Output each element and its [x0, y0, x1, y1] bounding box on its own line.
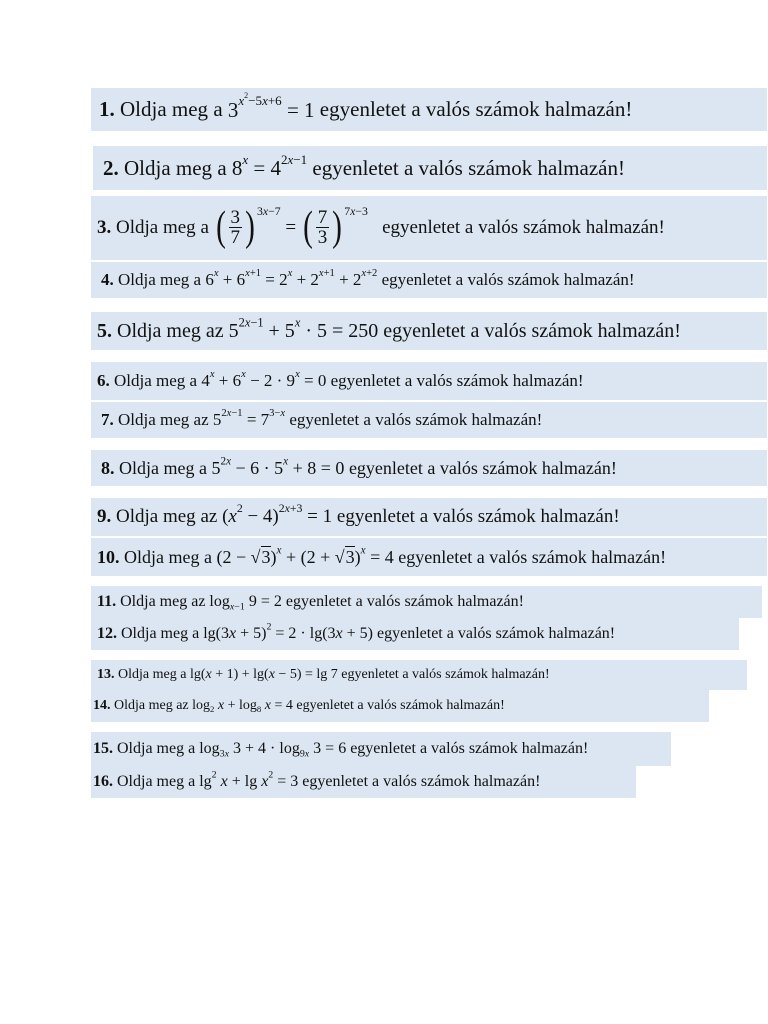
equation: $4^x + 6^x - 2 \cdot 9^x = 0$ [201, 369, 327, 390]
equation: $(2 - √3)^x + (2 + √3)^x = 4$ [216, 544, 394, 567]
problem-13: 13. Oldja meg a lg(x + 1) + lg(x − 5) = lg 7 egyenletet a valós számok halmazán! [91, 660, 747, 690]
problem-prefix: Oldja meg [119, 457, 195, 478]
problem-prefix: Oldja meg [118, 410, 190, 429]
problem-suffix: egyenletet a valós számok halmazán! [302, 773, 541, 790]
equation: $(x^2 - 4)^{2x+3} = 1$ [222, 502, 333, 527]
equation: $\lg(3x + 5)^2 = 2 \cdot \lg(3x + 5)$ [203, 621, 373, 642]
problem-prefix: Oldja meg [116, 506, 196, 527]
equation: $5^{2x} - 6 \cdot 5^x + 8 = 0$ [211, 455, 345, 478]
equation: $\lg^2 x + \lg x^2 = 3$ [199, 769, 299, 790]
problem-suffix: egyenletet a valós számok halmazán! [289, 410, 543, 429]
equation: $5^{2x-1} = 7^{3-x}$ [212, 408, 286, 429]
problem-number: 3. [97, 217, 112, 238]
problem-4: 4. Oldja meg a $6^x + 6^{x+1} = 2^x + 2^{x+1} + 2^{x+2}$ egyenletet a valós számok halmazán! [91, 262, 767, 298]
problem-number: 5. [97, 319, 112, 342]
problem-suffix: egyenletet a valós számok halmazán! [336, 506, 620, 527]
problem-6: 6. Oldja meg a $4^x + 6^x - 2 \cdot 9^x = 0$ egyenletet a valós számok halmazán! [91, 362, 767, 400]
problem-number: 6. [97, 371, 110, 390]
problem-suffix: egyenletet a valós számok halmazán! [319, 97, 633, 121]
equation: $3^{x^2-5x+6} = 1$ [227, 91, 315, 122]
problem-prefix: Oldja meg [114, 698, 173, 713]
problem-prefix: Oldja meg [118, 667, 177, 682]
problem-14: 14. Oldja meg az $\log_2 x + \log_8 x = 4$ egyenletet a valós számok halmazán! [91, 690, 709, 722]
problem-number: 1. [99, 97, 115, 121]
problem-3: 3. Oldja meg a ( 3 7 ) 3x−7 = ( 7 3 ) 7x−3 egyenletet a valós számok halmazán! [91, 196, 767, 260]
problem-number: 12. [97, 625, 117, 642]
problem-9: 9. Oldja meg az $(x^2 - 4)^{2x+3} = 1$ egyenletet a valós számok halmazán! [91, 498, 767, 536]
problem-suffix: egyenletet a valós számok halmazán! [398, 546, 667, 567]
problem-number: 11. [97, 593, 117, 610]
problem-suffix: egyenletet a valós számok halmazán! [330, 371, 584, 390]
equation: $\log_{x-1} 9 = 2$ [209, 593, 282, 613]
problem-prefix: Oldja meg [120, 97, 209, 121]
problem-prefix: Oldja meg [116, 217, 196, 238]
problem-prefix: Oldja meg [124, 155, 213, 180]
equation: $\log_2 x + \log_8 x = 4$ [192, 698, 293, 715]
problem-15: 15. Oldja meg a $\log_{3x} 3 + 4 \cdot \log_{9x} 3 = 6$ egyenletet a valós számok halmazán! [91, 732, 671, 766]
problem-suffix: egyenletet a valós számok halmazán! [312, 155, 625, 180]
problem-number: 2. [103, 155, 119, 180]
problem-number: 13. [97, 667, 115, 682]
problem-12: 12. Oldja meg a $\lg(3x + 5)^2 = 2 \cdot \lg(3x + 5)$ egyenletet a valós számok halmazán! [91, 618, 739, 650]
problem-number: 8. [101, 457, 115, 478]
problem-prefix: Oldja meg [118, 270, 190, 289]
equation: ( 3 7 ) 3x−7 = ( 7 3 ) 7x−3 [215, 204, 368, 251]
equation: $5^{2x-1} + 5^x \cdot 5 = 250$ [228, 314, 379, 342]
problem-1: 1. Oldja meg a $3^{x^2-5x+6} = 1$ egyenletet a valós számok halmazán! [91, 88, 767, 131]
problem-prefix: Oldja meg [120, 593, 188, 610]
equation: $\log_{3x} 3 + 4 \cdot \log_{9x} 3 = 6$ [199, 740, 347, 760]
problem-prefix: Oldja meg [114, 371, 186, 390]
problem-2: 2. Oldja meg a $8^x = 4^{2x-1}$ egyenletet a valós számok halmazán! [93, 146, 767, 190]
equation: $6^x + 6^{x+1} = 2^x + 2^{x+1} + 2^{x+2}$ [205, 268, 378, 289]
problem-8: 8. Oldja meg a $5^{2x} - 6 \cdot 5^x + 8 = 0$ egyenletet a valós számok halmazán! [91, 450, 767, 486]
problem-prefix: Oldja meg [117, 319, 201, 342]
problem-suffix: egyenletet a valós számok halmazán! [350, 740, 589, 757]
equation: $8^x = 4^{2x-1}$ [231, 151, 308, 180]
problem-number: 7. [101, 410, 114, 429]
problem-suffix: egyenletet a valós számok halmazán! [382, 217, 665, 238]
problem-number: 10. [97, 546, 120, 567]
problem-10: 10. Oldja meg a $(2 - √3)^x + (2 + √3)^x = 4$ egyenletet a valós számok halmazán! [91, 538, 767, 576]
problem-suffix: egyenletet a valós számok halmazán! [348, 457, 617, 478]
problem-7: 7. Oldja meg az $5^{2x-1} = 7^{3-x}$ egyenletet a valós számok halmazán! [91, 402, 767, 438]
problem-prefix: Oldja meg [117, 773, 185, 790]
problem-suffix: egyenletet a valós számok halmazán! [285, 593, 524, 610]
problem-prefix: Oldja meg [124, 546, 200, 567]
problem-suffix: egyenletet a valós számok halmazán! [341, 667, 550, 682]
problem-number: 14. [93, 698, 111, 713]
problem-suffix: egyenletet a valós számok halmazán! [383, 319, 681, 342]
problem-prefix: Oldja meg [117, 740, 185, 757]
problem-5: 5. Oldja meg az $5^{2x-1} + 5^x \cdot 5 = 250$ egyenletet a valós számok halmazán! [91, 312, 767, 350]
problem-suffix: egyenletet a valós számok halmazán! [296, 698, 505, 713]
problem-suffix: egyenletet a valós számok halmazán! [381, 270, 635, 289]
problem-number: 15. [93, 740, 113, 757]
problem-prefix: Oldja meg [121, 625, 189, 642]
problem-number: 4. [101, 270, 114, 289]
problem-16: 16. Oldja meg a $\lg^2 x + \lg x^2 = 3$ egyenletet a valós számok halmazán! [91, 766, 636, 798]
problem-number: 9. [97, 506, 112, 527]
problem-suffix: egyenletet a valós számok halmazán! [377, 625, 616, 642]
problem-11: 11. Oldja meg az $\log_{x-1} 9 = 2$ egyenletet a valós számok halmazán! [91, 586, 762, 618]
equation: lg(x + 1) + lg(x − 5) = lg 7 [189, 667, 338, 682]
problem-number: 16. [93, 773, 113, 790]
